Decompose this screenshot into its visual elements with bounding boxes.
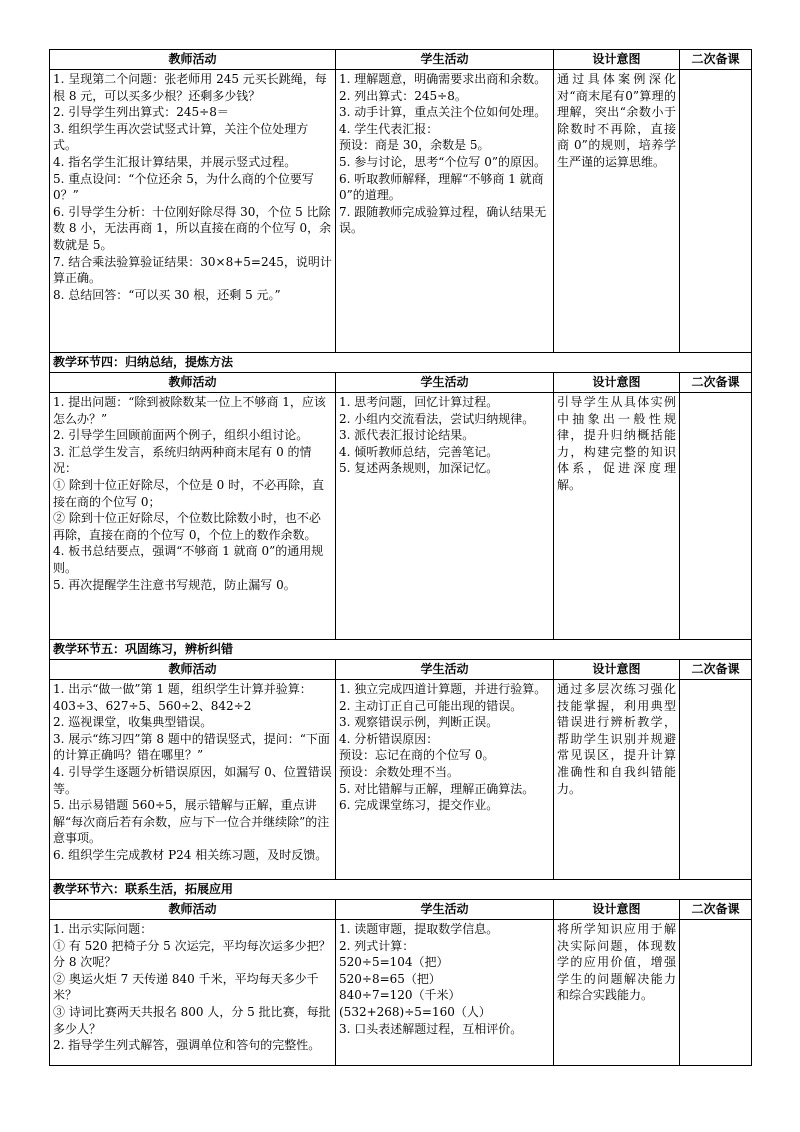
teacher-line: 5. 出示易错题 560÷5，展示错解与正解，重点讲解“每次商后若有余数，应与下一位合并继续除”的注意事项。 [53, 798, 330, 846]
student-line: 6. 完成课堂练习，提交作业。 [339, 798, 499, 813]
section-row [50, 353, 752, 373]
student-line: 840÷7=120（千米） [339, 988, 461, 1003]
intent-cell: 将所学知识应用于解决实际问题，体现数学的应用价值，增强学生的问题解决能力和综合实践能力。 [554, 920, 680, 1066]
teacher-line: 6. 组织学生完成教材 P24 相关练习题，及时反馈。 [53, 847, 328, 862]
content-row [50, 920, 752, 1066]
intent-cell: 引导学生从具体实例中抽象出一般性规律，提升归纳概括能力，构建完整的知识体系，促进深度理解。 [554, 393, 680, 640]
teacher-line: 4. 板书总结要点，强调“不够商 1 就商 0”的通用规则。 [53, 544, 324, 575]
student-line: 5. 复述两条规则，加深记忆。 [339, 461, 499, 476]
student-line: 预设：商是 30，余数是 5。 [339, 138, 490, 153]
teacher-cell [50, 680, 336, 880]
section-row [50, 640, 752, 660]
student-line: 2. 列出算式：245÷8。 [339, 88, 467, 103]
header-backup: 二次备课 [680, 660, 752, 680]
teacher-line: 5. 再次提醒学生注意书写规范，防止漏写 0。 [53, 577, 296, 592]
content-row [50, 70, 752, 353]
student-line: 2. 列式计算： [339, 938, 415, 953]
student-line: (532+268)÷5=160（人） [339, 1004, 491, 1019]
teacher-line: 7. 结合乘法验算验证结果：30×8+5=245，说明计算正确。 [53, 254, 332, 286]
backup-cell [680, 393, 752, 640]
student-line: 520÷5=104（把） [339, 955, 449, 970]
teacher-line: ① 除到十位正好除尽，个位是 0 时，不必再除，直接在商的个位写 0； [53, 477, 325, 509]
header-backup: 二次备课 [680, 900, 752, 920]
teacher-line: 1. 出示实际问题： [53, 922, 153, 936]
student-line: 4. 分析错误原因： [339, 731, 439, 746]
header-row [50, 900, 752, 920]
teacher-cell [50, 70, 336, 353]
student-line: 6. 听取教师解释，理解“不够商 1 就商 0”的道理。 [339, 171, 544, 203]
header-backup: 二次备课 [680, 373, 752, 393]
content-row [50, 680, 752, 880]
teacher-line: 4. 引导学生逐题分析错误原因，如漏写 0、位置错误等。 [53, 764, 332, 796]
teacher-cell [50, 920, 336, 1066]
header-row [50, 50, 752, 70]
teacher-line: 1. 提出问题：“除到被除数某一位上不够商 1，应该怎么办？” [53, 395, 326, 426]
student-line: 3. 动手计算，重点关注个位如何处理。 [339, 105, 547, 120]
header-intent: 设计意图 [554, 50, 680, 70]
intent-cell: 通过具体案例深化对“商末尾有0”算理的理解，突出“余数小于除数时不再除，直接商 0”的规则，培养学生严谨的运算思维。 [554, 70, 680, 353]
teacher-line: 403÷3、627÷5、560÷2、842÷2 [53, 698, 252, 713]
teacher-line: 2. 巡视课堂，收集典型错误。 [53, 715, 213, 730]
backup-cell [680, 920, 752, 1066]
teacher-line: 3. 展示“练习四”第 8 题中的错误竖式，提问：“下面的计算正确吗？错在哪里？” [53, 731, 330, 763]
header-teacher: 教师活动 [50, 660, 336, 680]
teacher-line: ③ 诗词比赛两天共报名 800 人，分 5 批比赛，每批多少人？ [53, 1004, 331, 1036]
section-title: 教学环节四：归纳总结，提炼方法 [50, 353, 752, 373]
header-student: 学生活动 [336, 50, 554, 70]
student-line: 3. 观察错误示例，判断正误。 [339, 715, 499, 730]
teacher-line: 1. 出示“做一做”第 1 题，组织学生计算并验算： [53, 682, 312, 696]
header-teacher: 教师活动 [50, 373, 336, 393]
header-backup: 二次备课 [680, 50, 752, 70]
content-row [50, 393, 752, 640]
section-row [50, 880, 752, 900]
student-line: 1. 读题审题，提取数学信息。 [339, 922, 499, 936]
intent-cell: 通过多层次练习强化技能掌握，利用典型错误进行辨析教学，帮助学生识别并规避常见误区，提升计算准确性和自我纠错能力。 [554, 680, 680, 880]
teacher-line: ① 有 520 把椅子分 5 次运完，平均每次运多少把？分 8 次呢？ [53, 938, 331, 970]
teacher-line: ② 除到十位正好除尽，个位数比除数小时，也不必再除，直接在商的个位写 0，个位上的数作余数。 [53, 511, 321, 542]
header-teacher: 教师活动 [50, 900, 336, 920]
header-student: 学生活动 [336, 900, 554, 920]
teacher-line: ② 奥运火炬 7 天传递 840 千米，平均每天多少千米？ [53, 971, 319, 1003]
header-intent: 设计意图 [554, 373, 680, 393]
student-line: 2. 小组内交流看法，尝试归纳规律。 [339, 411, 535, 426]
section-title: 教学环节六：联系生活，拓展应用 [50, 880, 752, 900]
teacher-line: 2. 引导学生列出算式：245÷8＝ [53, 105, 229, 120]
teacher-line: 2. 指导学生列式解答，强调单位和答句的完整性。 [53, 1038, 321, 1053]
header-row [50, 660, 752, 680]
section-title: 教学环节五：巩固练习，辨析纠错 [50, 640, 752, 660]
header-student: 学生活动 [336, 660, 554, 680]
student-line: 2. 主动订正自己可能出现的错误。 [339, 698, 523, 713]
backup-cell [680, 70, 752, 353]
student-line: 7. 跟随教师完成验算过程，确认结果无误。 [339, 204, 547, 236]
student-cell [336, 680, 554, 880]
header-teacher: 教师活动 [50, 50, 336, 70]
teacher-line: 3. 组织学生再次尝试竖式计算，关注个位处理方式。 [53, 121, 309, 153]
teacher-line: 5. 重点设问：“个位还余 5，为什么商的个位要写 0？” [53, 171, 314, 203]
student-line: 3. 口头表述解题过程，互相评价。 [339, 1021, 523, 1036]
student-line: 3. 派代表汇报讨论结果。 [339, 428, 475, 443]
student-cell [336, 393, 554, 640]
student-line: 1. 独立完成四道计算题，并进行验算。 [339, 682, 547, 696]
header-row [50, 373, 752, 393]
teacher-line: 2. 引导学生回顾前面两个例子，组织小组讨论。 [53, 428, 309, 443]
header-intent: 设计意图 [554, 900, 680, 920]
teacher-line: 6. 引导学生分析：十位刚好除尽得 30，个位 5 比除数 8 小，无法再商 1，所以直接在商的个位写 0，余数就是 5。 [53, 204, 332, 252]
student-cell [336, 920, 554, 1066]
student-line: 5. 参与讨论，思考“个位写 0”的原因。 [339, 154, 546, 169]
teacher-line: 8. 总结回答：“可以买 30 根，还剩 5 元。” [53, 287, 281, 302]
student-line: 4. 学生代表汇报： [339, 121, 439, 136]
student-line: 4. 倾听教师总结，完善笔记。 [339, 444, 499, 459]
student-cell [336, 70, 554, 353]
student-line: 预设：余数处理不当。 [339, 764, 460, 779]
teacher-cell [50, 393, 336, 640]
backup-cell [680, 680, 752, 880]
student-line: 520÷8=65（把） [339, 971, 441, 986]
student-line: 1. 思考问题，回忆计算过程。 [339, 395, 499, 409]
teacher-line: 4. 指名学生汇报计算结果，并展示竖式过程。 [53, 154, 297, 169]
lesson-plan-table [49, 49, 752, 1066]
student-line: 1. 理解题意，明确需要求出商和余数。 [339, 72, 547, 86]
student-line: 5. 对比错解与正解，理解正确算法。 [339, 781, 535, 796]
header-intent: 设计意图 [554, 660, 680, 680]
teacher-line: 1. 呈现第二个问题：张老师用 245 元买长跳绳，每根 8 元，可以买多少根？还剩多少钱？ [53, 72, 327, 103]
student-line: 预设：忘记在商的个位写 0。 [339, 748, 495, 763]
teacher-line: 3. 汇总学生发言，系统归纳两种商末尾有 0 的情况： [53, 444, 312, 476]
header-student: 学生活动 [336, 373, 554, 393]
